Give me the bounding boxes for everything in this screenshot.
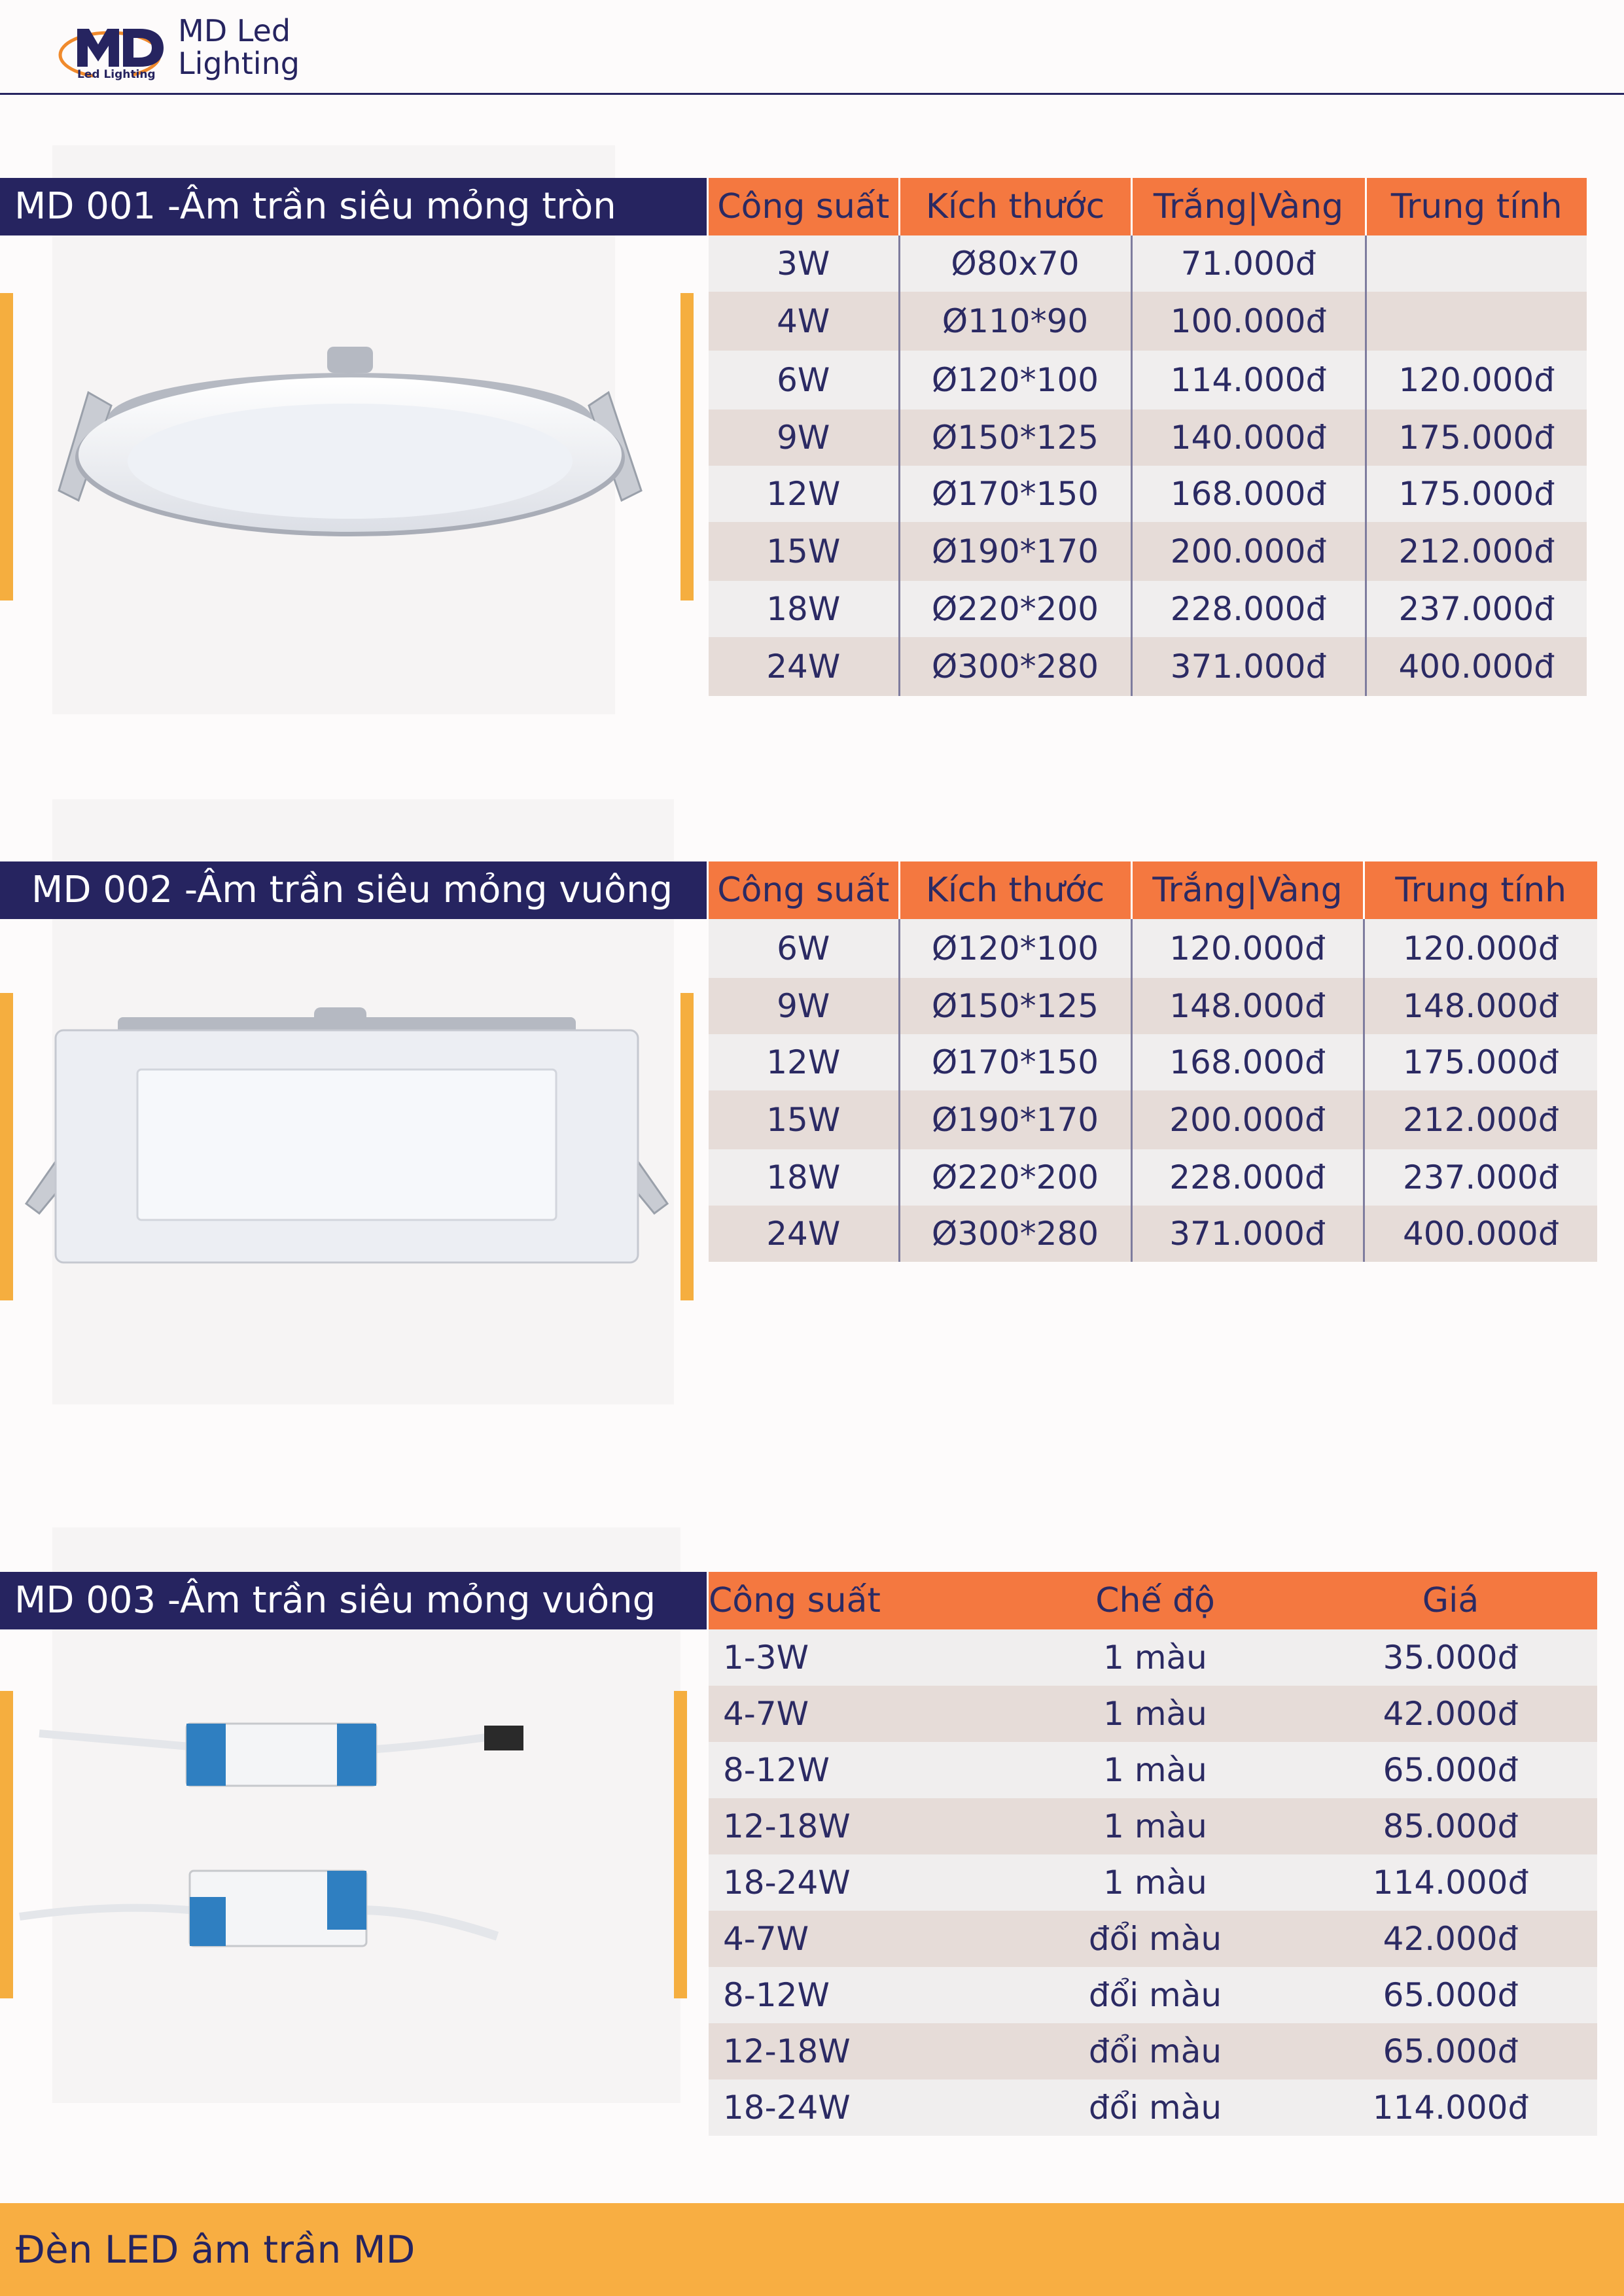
section-title-md002: MD 002 -Âm trần siêu mỏng vuông xyxy=(0,861,707,919)
table-cell: 114.000đ xyxy=(1304,1854,1597,1911)
table-cell: 371.000đ xyxy=(1131,1206,1364,1262)
table-cell: Ø190*170 xyxy=(899,1090,1131,1149)
column-header: Giá xyxy=(1304,1572,1597,1629)
table-cell: 42.000đ xyxy=(1304,1911,1597,1967)
table-cell: Ø150*125 xyxy=(899,978,1131,1034)
table-cell: 371.000đ xyxy=(1131,637,1366,696)
column-header: Trung tính xyxy=(1364,861,1597,919)
table-cell: 12W xyxy=(709,466,899,522)
table-cell: 120.000đ xyxy=(1366,351,1587,409)
table-cell: 65.000đ xyxy=(1304,1967,1597,2023)
table-cell: 200.000đ xyxy=(1131,1090,1364,1149)
accent-bar-right xyxy=(674,1691,687,1998)
table-row xyxy=(709,351,1587,409)
price-table-md002 xyxy=(709,861,1597,1262)
column-header: Công suất xyxy=(709,861,899,919)
table-cell: 18W xyxy=(709,581,899,637)
table-cell: Ø300*280 xyxy=(899,637,1131,696)
table-row xyxy=(709,2079,1597,2136)
table-cell: 148.000đ xyxy=(1364,978,1597,1034)
table-cell: 18-24W xyxy=(709,1854,1006,1911)
table-cell: đổi màu xyxy=(1006,2079,1304,2136)
table-row xyxy=(709,978,1597,1034)
led-driver-icon xyxy=(13,1675,667,1969)
table-cell: Ø120*100 xyxy=(899,919,1131,978)
section-title-md003: MD 003 -Âm trần siêu mỏng vuông xyxy=(0,1572,707,1629)
table-cell: Ø80x70 xyxy=(899,235,1131,292)
price-table-md003 xyxy=(709,1572,1597,2136)
table-cell: 12-18W xyxy=(709,1798,1006,1854)
table-cell: 237.000đ xyxy=(1366,581,1587,637)
table-cell: 18-24W xyxy=(709,2079,1006,2136)
table-cell: 212.000đ xyxy=(1366,522,1587,581)
column-header: Kích thước xyxy=(899,861,1131,919)
column-header: Trắng|Vàng xyxy=(1131,861,1364,919)
table-header-row xyxy=(709,861,1597,919)
table-cell: 228.000đ xyxy=(1131,1149,1364,1206)
table-cell: 71.000đ xyxy=(1131,235,1366,292)
table-cell: 65.000đ xyxy=(1304,2023,1597,2079)
brand-name xyxy=(178,14,300,80)
section-title-md001: MD 001 -Âm trần siêu mỏng tròn xyxy=(0,178,707,235)
table-cell: 12-18W xyxy=(709,2023,1006,2079)
accent-bar-left xyxy=(0,993,13,1300)
table-cell: 4-7W xyxy=(709,1686,1006,1742)
table-cell: Ø300*280 xyxy=(899,1206,1131,1262)
table-row xyxy=(709,1798,1597,1854)
table-cell: Ø110*90 xyxy=(899,292,1131,351)
table-cell: 1 màu xyxy=(1006,1742,1304,1798)
table-row xyxy=(709,1629,1597,1686)
table-cell: Ø170*150 xyxy=(899,466,1131,522)
table-cell: 24W xyxy=(709,637,899,696)
table-cell: 9W xyxy=(709,409,899,466)
table-row xyxy=(709,1149,1597,1206)
table-header-row xyxy=(709,178,1587,235)
column-header: Trung tính xyxy=(1366,178,1587,235)
table-cell: 85.000đ xyxy=(1304,1798,1597,1854)
table-row xyxy=(709,1742,1597,1798)
header-divider xyxy=(0,93,1624,95)
table-cell: 140.000đ xyxy=(1131,409,1366,466)
table-cell: 3W xyxy=(709,235,899,292)
accent-bar-right xyxy=(680,993,694,1300)
table-row xyxy=(709,1206,1597,1262)
table-row xyxy=(709,919,1597,978)
page-header xyxy=(0,0,1624,95)
table-cell: 8-12W xyxy=(709,1742,1006,1798)
table-cell: 35.000đ xyxy=(1304,1629,1597,1686)
table-cell: đổi màu xyxy=(1006,1967,1304,2023)
table-cell: 237.000đ xyxy=(1364,1149,1597,1206)
table-cell: 400.000đ xyxy=(1366,637,1587,696)
table-cell: 168.000đ xyxy=(1131,466,1366,522)
table-cell: 175.000đ xyxy=(1364,1034,1597,1090)
table-cell: Ø220*200 xyxy=(899,581,1131,637)
table-row xyxy=(709,292,1587,351)
table-cell: 12W xyxy=(709,1034,899,1090)
table-row xyxy=(709,1854,1597,1911)
accent-bar-left xyxy=(0,293,13,600)
table-row xyxy=(709,466,1587,522)
table-cell: 4-7W xyxy=(709,1911,1006,1967)
table-cell: 200.000đ xyxy=(1131,522,1366,581)
table-cell: 1 màu xyxy=(1006,1854,1304,1911)
table-cell xyxy=(1366,235,1587,292)
table-cell: 228.000đ xyxy=(1131,581,1366,637)
table-cell: Ø120*100 xyxy=(899,351,1131,409)
table-row xyxy=(709,581,1587,637)
table-row xyxy=(709,409,1587,466)
page-footer xyxy=(0,2203,1624,2296)
table-cell: 400.000đ xyxy=(1364,1206,1597,1262)
table-cell: 120.000đ xyxy=(1364,919,1597,978)
table-cell xyxy=(1366,292,1587,351)
table-cell: 6W xyxy=(709,919,899,978)
logo-sub-text: Led Lighting xyxy=(77,68,156,81)
table-cell: 148.000đ xyxy=(1131,978,1364,1034)
table-cell: 9W xyxy=(709,978,899,1034)
column-header: Công suất xyxy=(709,178,899,235)
table-row xyxy=(709,1967,1597,2023)
table-row xyxy=(709,1034,1597,1090)
column-header: Kích thước xyxy=(899,178,1131,235)
table-cell: 175.000đ xyxy=(1366,409,1587,466)
table-cell: 8-12W xyxy=(709,1967,1006,2023)
table-cell: 1 màu xyxy=(1006,1629,1304,1686)
table-row xyxy=(709,1911,1597,1967)
table-row xyxy=(709,637,1587,696)
table-cell: 15W xyxy=(709,1090,899,1149)
table-cell: 65.000đ xyxy=(1304,1742,1597,1798)
table-cell: đổi màu xyxy=(1006,2023,1304,2079)
table-row xyxy=(709,2023,1597,2079)
square-panel-icon xyxy=(20,1007,674,1269)
table-cell: 120.000đ xyxy=(1131,919,1364,978)
table-cell: 42.000đ xyxy=(1304,1686,1597,1742)
column-header: Trắng|Vàng xyxy=(1131,178,1366,235)
column-header: Chế độ xyxy=(1006,1572,1304,1629)
table-cell: 1 màu xyxy=(1006,1686,1304,1742)
accent-bar-right xyxy=(680,293,694,600)
column-header: Công suất xyxy=(709,1572,1006,1629)
brand-line-2: Lighting xyxy=(178,46,300,81)
table-header-row xyxy=(709,1572,1597,1629)
accent-bar-left xyxy=(0,1691,13,1998)
table-row xyxy=(709,235,1587,292)
price-table-md001 xyxy=(709,178,1587,696)
brand-line-1: MD Led xyxy=(178,13,291,48)
table-cell: Ø190*170 xyxy=(899,522,1131,581)
table-cell: 168.000đ xyxy=(1131,1034,1364,1090)
table-cell: 4W xyxy=(709,292,899,351)
table-cell: 114.000đ xyxy=(1131,351,1366,409)
table-cell: Ø220*200 xyxy=(899,1149,1131,1206)
table-cell: 175.000đ xyxy=(1366,466,1587,522)
table-cell: 114.000đ xyxy=(1304,2079,1597,2136)
footer-title: Đèn LED âm trần MD xyxy=(16,2227,415,2272)
table-cell: Ø150*125 xyxy=(899,409,1131,466)
table-cell: 18W xyxy=(709,1149,899,1206)
table-cell: Ø170*150 xyxy=(899,1034,1131,1090)
table-cell: 212.000đ xyxy=(1364,1090,1597,1149)
table-cell: 1-3W xyxy=(709,1629,1006,1686)
table-cell: 100.000đ xyxy=(1131,292,1366,351)
table-cell: 24W xyxy=(709,1206,899,1262)
table-cell: 6W xyxy=(709,351,899,409)
table-cell: 15W xyxy=(709,522,899,581)
table-cell: đổi màu xyxy=(1006,1911,1304,1967)
table-row xyxy=(709,1686,1597,1742)
table-row xyxy=(709,522,1587,581)
round-panel-icon xyxy=(39,334,661,549)
table-cell: 1 màu xyxy=(1006,1798,1304,1854)
table-row xyxy=(709,1090,1597,1149)
